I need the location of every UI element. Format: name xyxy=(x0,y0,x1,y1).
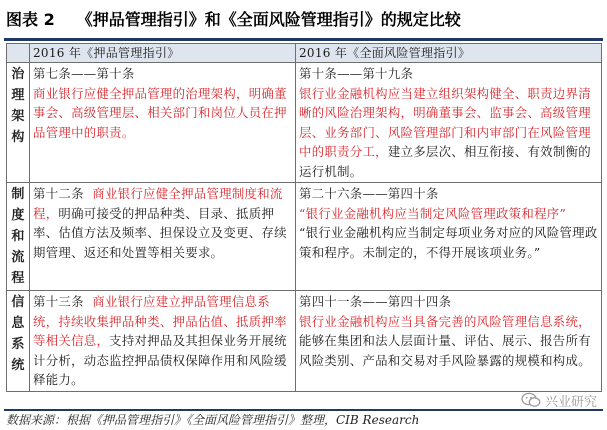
article-range: 第十二条 xyxy=(33,186,84,201)
article-range: 第七条——第十条 xyxy=(33,66,135,81)
row-label-char: 度 xyxy=(11,208,25,223)
figure-title-text: 《押品管理指引》和《全面风险管理指引》的规定比较 xyxy=(76,10,461,29)
cell-governance-risk xyxy=(296,63,602,183)
source-note: 数据来源：根据《押品管理指引》《全面风险管理指引》整理，CIB Research xyxy=(6,413,420,427)
row-label-char: 架 xyxy=(11,109,25,124)
article-range: 第十三条 xyxy=(33,294,84,309)
clause-text: “银行业金融机构应当制定每项业务对应的风险管理政策和程序。未制定的，不得开展该项业务。” xyxy=(299,225,598,260)
table-row xyxy=(7,63,602,183)
title-rule xyxy=(4,38,603,41)
cell-policy-collateral xyxy=(30,183,296,291)
comparison-table xyxy=(6,43,602,392)
row-label-char: 程 xyxy=(11,271,25,286)
header-collateral-guideline: 2016 年《押品管理指引》 xyxy=(30,44,296,63)
highlighted-clause: 银行业金融机构应当具备完善的风险管理信息系统， xyxy=(299,313,591,329)
article-range: 第四十一条——第四十四条 xyxy=(299,294,452,309)
figure-title xyxy=(6,6,461,34)
cell-policy-risk xyxy=(296,183,602,291)
table-row xyxy=(7,291,602,392)
watermark xyxy=(521,391,597,409)
article-range: 第十条——第十九条 xyxy=(299,66,414,81)
table-header-row xyxy=(7,44,602,63)
row-label-char: 和 xyxy=(11,229,25,244)
figure-number: 图表 2 xyxy=(6,10,55,29)
header-risk-guideline: 2016 年《全面风险管理指引》 xyxy=(296,44,602,63)
row-label-char: 流 xyxy=(11,250,25,265)
clause-text: 明确可接受的押品种类、目录、抵质押率、估值方法及频率、担保设立及变更、存续期管理、返还和处置等相关要求。 xyxy=(33,205,287,260)
table-row xyxy=(7,183,602,291)
row-label-char: 治 xyxy=(11,67,25,82)
wechat-icon xyxy=(521,392,541,408)
watermark-text: 兴业研究 xyxy=(544,394,597,410)
highlighted-clause: 商业银行应健全押品管理制度和流程， xyxy=(33,186,283,221)
cell-system-risk xyxy=(296,291,602,392)
highlighted-clause: “银行业金融机构应当制定风险管理政策和程序” xyxy=(299,205,567,221)
row-label-information-system xyxy=(7,291,30,392)
row-label-char: 理 xyxy=(11,88,25,103)
highlighted-clause: 商业银行应建立押品管理信息系统，持续收集押品种类、押品估值、抵质押率等相关信息， xyxy=(33,294,287,348)
row-label-char: 信 xyxy=(11,295,25,310)
article-range: 第二十六条——第四十条 xyxy=(299,186,439,201)
row-label-policy-process xyxy=(7,183,30,291)
clause-text: 能够在集团和法人层面计量、评估、展示、报告所有风险类别、产品和交易对手风险暴露的规模和构成。 xyxy=(299,333,591,368)
row-label-governance xyxy=(7,63,30,183)
highlighted-clause: 银行业金融机构应当建立组织架构健全、职责边界清晰的风险治理架构，明确董事会、监事会、高级管理层、业务部门、风险管理部门和内审部门在风险管理中的职责分工， xyxy=(299,85,591,159)
highlighted-clause: 商业银行应健全押品管理的治理架构，明确董事会、高级管理层、相关部门和岗位人员在押品管理中的职责。 xyxy=(33,85,287,140)
row-label-char: 息 xyxy=(11,316,25,331)
cell-system-collateral xyxy=(30,291,296,392)
row-label-char: 系 xyxy=(11,337,25,352)
header-corner xyxy=(7,44,30,63)
bottom-rule xyxy=(4,409,603,411)
clause-text: 建立多层次、相互衔接、有效制衡的运行机制。 xyxy=(299,144,591,179)
row-label-char: 制 xyxy=(11,187,25,202)
row-label-char: 统 xyxy=(11,358,25,373)
clause-text: 支持对押品及其担保业务开展统计分析，动态监控押品债权保障作用和风险缓释能力。 xyxy=(33,333,287,387)
row-label-char: 构 xyxy=(11,130,25,145)
cell-governance-collateral xyxy=(30,63,296,183)
